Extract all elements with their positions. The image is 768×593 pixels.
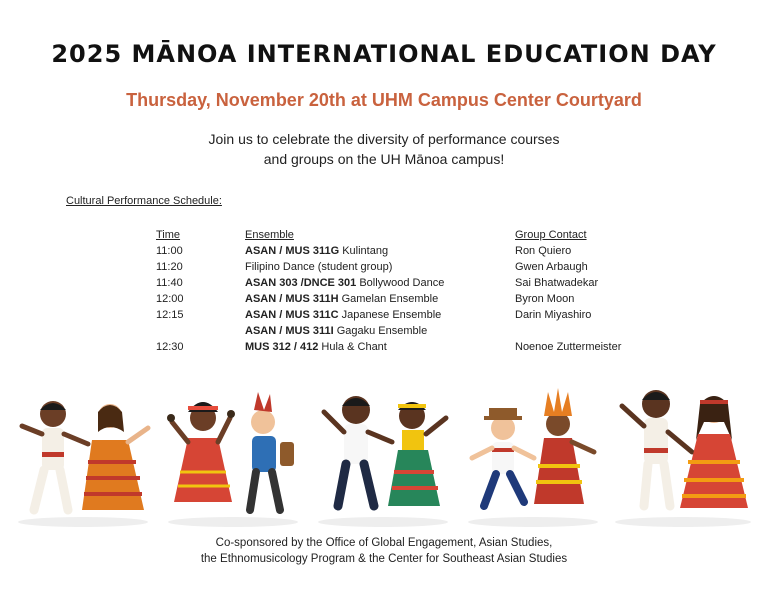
footer-line-1: Co-sponsored by the Office of Global Engagement, Asian Studies, bbox=[215, 537, 553, 549]
row-contact: Darin Miyashiro bbox=[515, 309, 592, 321]
dancer-pair-5-illustration bbox=[615, 390, 751, 527]
row-time: 11:00 bbox=[156, 245, 183, 257]
course-code: ASAN / MUS 311C bbox=[245, 309, 339, 321]
row-time: 11:20 bbox=[156, 261, 183, 273]
course-code: ASAN / MUS 311G bbox=[245, 245, 340, 257]
footer-line-2: the Ethnomusicology Program & the Center for Southeast Asian Studies bbox=[200, 553, 568, 565]
row-ensemble bbox=[245, 291, 515, 307]
row-time bbox=[156, 323, 245, 339]
course-code: ASAN / MUS 311H bbox=[245, 293, 339, 305]
row-ensemble bbox=[245, 323, 515, 339]
schedule-header-row bbox=[156, 226, 655, 243]
row-ensemble bbox=[245, 259, 515, 275]
row-contact: Noenoe Zuttermeister bbox=[515, 341, 622, 353]
ensemble-name: Gamelan Ensemble bbox=[338, 293, 439, 305]
dancers-illustration bbox=[8, 382, 760, 532]
row-contact: Gwen Arbaugh bbox=[515, 261, 588, 273]
row-contact: Ron Quiero bbox=[515, 245, 572, 257]
row-contact: Byron Moon bbox=[515, 293, 575, 305]
table-row bbox=[156, 339, 655, 355]
table-row bbox=[156, 259, 655, 275]
table-row bbox=[156, 323, 655, 339]
ensemble-name: Bollywood Dance bbox=[356, 277, 445, 289]
schedule-heading: Cultural Performance Schedule: bbox=[66, 195, 222, 207]
row-ensemble bbox=[245, 307, 515, 323]
intro-line-2: and groups on the UH Mānoa campus! bbox=[263, 151, 505, 167]
row-ensemble bbox=[245, 243, 515, 259]
row-time: 12:30 bbox=[156, 341, 184, 353]
column-header-time: Time bbox=[156, 228, 181, 241]
table-row bbox=[156, 243, 655, 259]
row-time: 12:00 bbox=[156, 293, 184, 305]
course-code: ASAN 303 /DNCE 301 bbox=[245, 277, 357, 289]
cosponsor-text bbox=[0, 535, 768, 567]
intro-line-1: Join us to celebrate the diversity of performance courses bbox=[208, 131, 560, 147]
row-contact bbox=[515, 323, 655, 339]
column-header-contact: Group Contact bbox=[515, 228, 587, 241]
dancer-pair-3-illustration bbox=[318, 396, 448, 527]
page-title: 2025 MĀNOA INTERNATIONAL EDUCATION DAY bbox=[51, 40, 717, 68]
ensemble-name: Filipino Dance (student group) bbox=[245, 261, 393, 273]
intro-text bbox=[0, 129, 768, 169]
ensemble-name: Japanese Ensemble bbox=[338, 309, 442, 321]
course-code: ASAN / MUS 311I bbox=[245, 325, 334, 337]
row-contact: Sai Bhatwadekar bbox=[515, 277, 599, 289]
ensemble-name: Kulintang bbox=[339, 245, 389, 257]
dancer-pair-2-illustration bbox=[167, 392, 298, 527]
course-code: MUS 312 / 412 bbox=[245, 341, 319, 353]
row-time: 11:40 bbox=[156, 277, 183, 289]
ensemble-name: Hula & Chant bbox=[318, 341, 387, 353]
table-row bbox=[156, 307, 655, 323]
table-row bbox=[156, 275, 655, 291]
ensemble-name: Gagaku Ensemble bbox=[333, 325, 428, 337]
dancer-pair-1-illustration bbox=[18, 401, 148, 527]
row-time: 12:15 bbox=[156, 309, 184, 321]
table-row bbox=[156, 291, 655, 307]
schedule-table bbox=[156, 226, 655, 355]
dancer-pair-4-illustration bbox=[468, 388, 598, 527]
row-ensemble bbox=[245, 339, 515, 355]
event-date-location: Thursday, November 20th at UHM Campus Center Courtyard bbox=[126, 90, 642, 110]
row-ensemble bbox=[245, 275, 515, 291]
column-header-ensemble: Ensemble bbox=[245, 228, 294, 241]
